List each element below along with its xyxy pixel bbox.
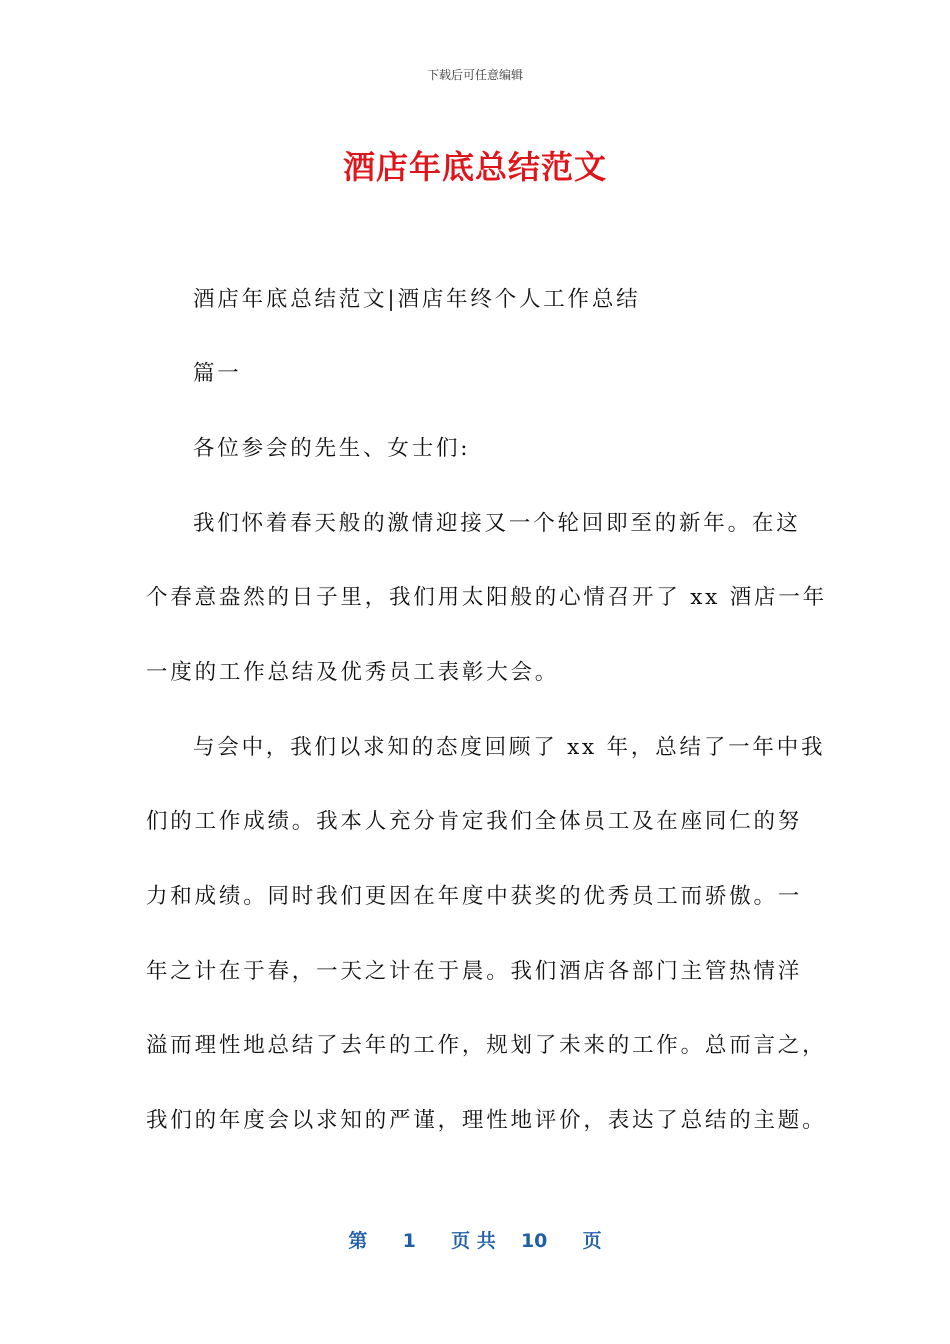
paragraph-line: 我们的年度会以求知的严谨，理性地评价，表达了总结的主题。 [146, 1108, 827, 1133]
section-heading: 篇一 [193, 361, 242, 386]
paragraph-line: 个春意盎然的日子里，我们用太阳般的心情召开了 xx 酒店一年 [146, 585, 827, 610]
paragraph-line: 力和成绩。同时我们更因在年度中获奖的优秀员工而骄傲。一 [146, 884, 803, 909]
paragraph-line: 溢而理性地总结了去年的工作，规划了未来的工作。总而言之， [146, 1033, 827, 1058]
paragraph-line: 年之计在于春，一天之计在于晨。我们酒店各部门主管热情洋 [146, 959, 803, 984]
paragraph-line: 一度的工作总结及优秀员工表彰大会。 [146, 660, 560, 685]
salutation: 各位参会的先生、女士们: [193, 436, 471, 461]
footer-total-pages: 10 [520, 1230, 548, 1252]
footer-page-number: 1 [402, 1230, 416, 1252]
paragraph-line: 我们怀着春天般的激情迎接又一个轮回即至的新年。在这 [193, 511, 801, 536]
page-footer [0, 1226, 950, 1253]
footer-suffix: 页 [582, 1230, 602, 1252]
document-title: 酒店年底总结范文 [342, 148, 607, 186]
paragraph-line: 与会中，我们以求知的态度回顾了 xx 年，总结了一年中我 [193, 735, 826, 760]
footer-prefix: 第 [348, 1230, 368, 1252]
header-note: 下载后可任意编辑 [426, 68, 523, 82]
subtitle: 酒店年底总结范文|酒店年终个人工作总结 [193, 287, 641, 312]
paragraph-line: 们的工作成绩。我本人充分肯定我们全体员工及在座同仁的努 [146, 809, 803, 834]
footer-middle: 页 共 [451, 1230, 496, 1252]
